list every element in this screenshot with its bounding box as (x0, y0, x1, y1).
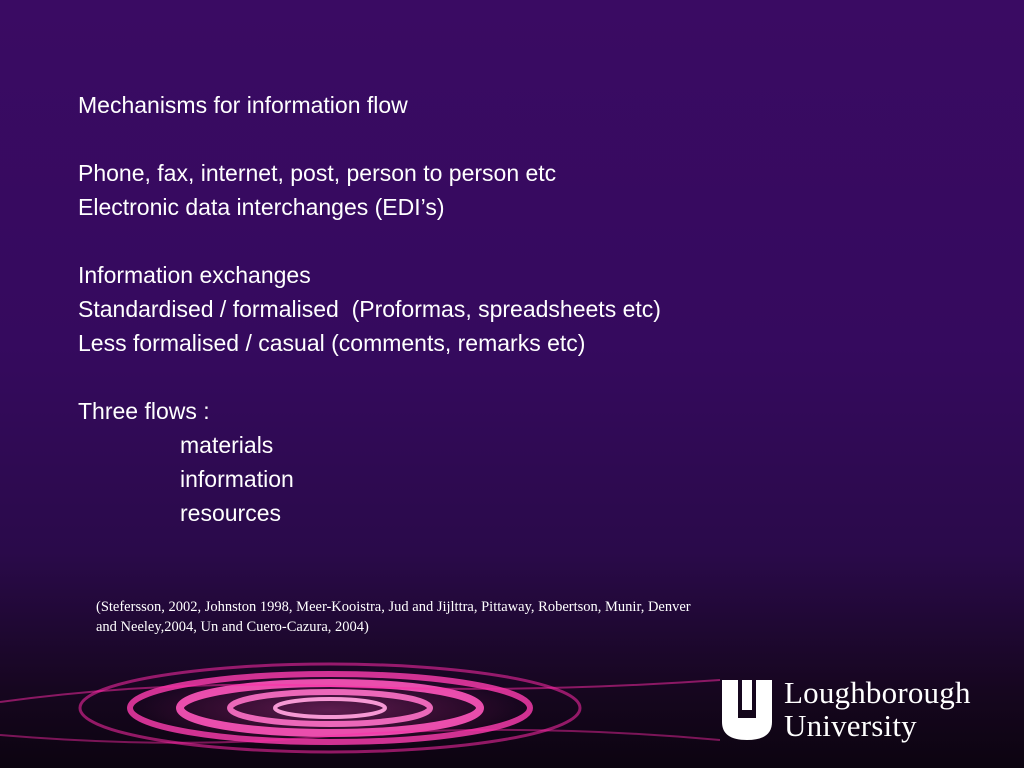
flow-item: materials (180, 432, 274, 458)
citation-line: (Stefersson, 2002, Johnston 1998, Meer-Kooistra, Jud and Jijlttra, Pittaway, Robertson, Munir, Denver (96, 599, 691, 615)
citation-line: and Neeley,2004, Un and Cuero-Cazura, 2004) (96, 619, 369, 635)
university-crest-icon (720, 678, 774, 742)
blank-line (78, 224, 898, 258)
text-line: Standardised / formalised (Proformas, spreadsheets etc) (78, 296, 661, 322)
logo-line: University (784, 708, 917, 743)
decorative-swirl (0, 640, 720, 768)
blank-line (78, 360, 898, 394)
heading-mechanisms: Mechanisms for information flow (78, 92, 408, 118)
citation (96, 597, 816, 637)
text-line: Less formalised / casual (comments, remarks etc) (78, 330, 586, 356)
flow-item: resources (180, 500, 281, 526)
university-logo (720, 676, 1010, 746)
slide-body (78, 88, 898, 530)
text-line: Electronic data interchanges (EDI’s) (78, 194, 445, 220)
blank-line (78, 122, 898, 156)
university-name (784, 676, 971, 742)
text-line: Phone, fax, internet, post, person to person etc (78, 160, 557, 186)
heading-three-flows: Three flows : (78, 398, 210, 424)
heading-information-exchanges: Information exchanges (78, 262, 311, 288)
flow-item: information (180, 466, 294, 492)
logo-line: Loughborough (784, 675, 971, 710)
